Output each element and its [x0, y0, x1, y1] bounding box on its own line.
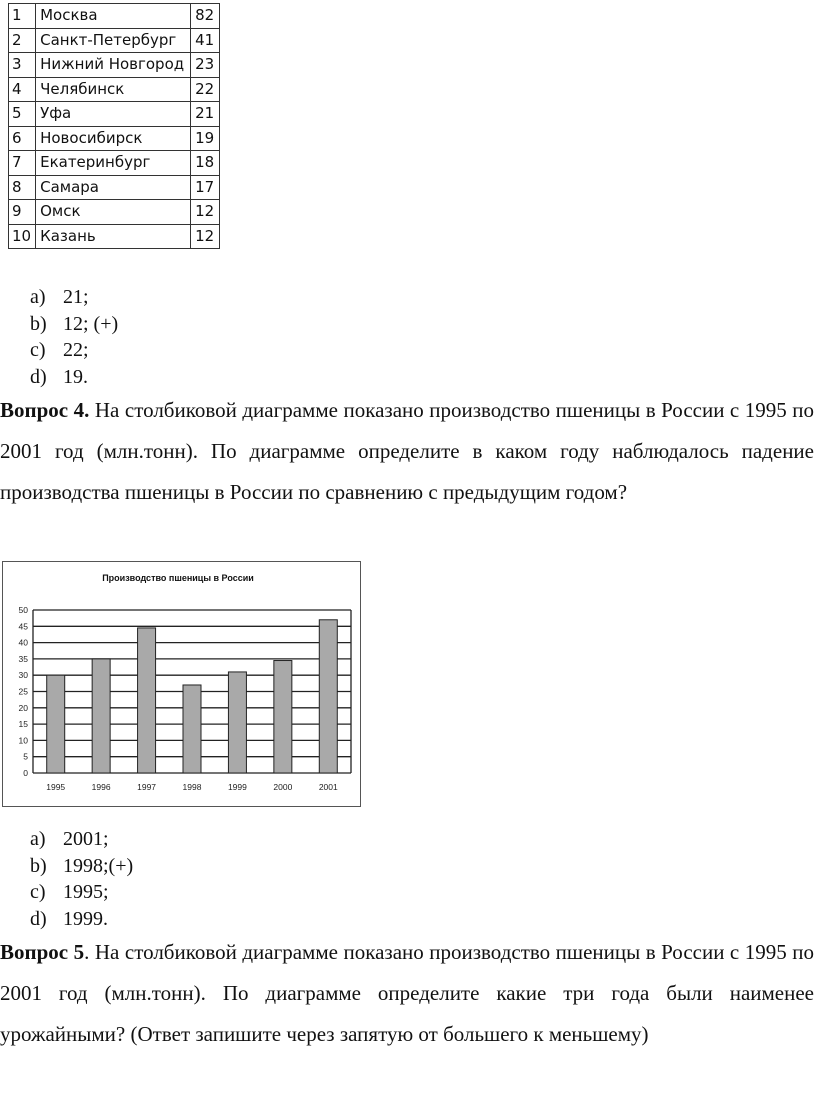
question-5-label: Вопрос 5 — [0, 940, 85, 964]
row-number: 5 — [9, 102, 36, 127]
answer-option — [30, 826, 133, 853]
chart-title: Производство пшеницы в России — [102, 573, 254, 583]
option-letter: c) — [30, 881, 46, 903]
question-5-text: . На столбиковой диаграмме показано производство пшеницы в России с 1995 по 2001 год (млн.тонн). По диаграмме определите какие три года были наименее урожайными? (Ответ запишите через запятую от большего к меньшему) — [0, 940, 815, 1046]
y-tick-label: 35 — [18, 653, 28, 664]
question-4-options — [30, 826, 133, 932]
row-number: 7 — [9, 151, 36, 176]
y-tick-label: 10 — [18, 735, 28, 746]
answer-option — [30, 364, 118, 391]
question-5 — [0, 932, 814, 1055]
option-text: 1995; — [63, 881, 109, 903]
question-3-options — [30, 284, 118, 390]
bar-1996 — [92, 659, 110, 773]
bar-2001 — [319, 620, 337, 773]
row-number: 3 — [9, 53, 36, 78]
table-row — [9, 77, 220, 102]
city-name: Уфа — [36, 102, 191, 127]
option-letter: b) — [30, 854, 47, 877]
x-tick-label: 1999 — [227, 782, 247, 792]
city-name: Казань — [36, 224, 191, 249]
table-row — [9, 224, 220, 249]
option-text: 1998;(+) — [63, 854, 134, 877]
x-tick-label: 1995 — [46, 782, 66, 792]
row-number: 2 — [9, 28, 36, 53]
city-value: 23 — [191, 53, 220, 78]
row-number: 6 — [9, 126, 36, 151]
table-row — [9, 28, 220, 53]
option-letter: d) — [30, 365, 47, 388]
y-tick-label: 45 — [18, 621, 28, 632]
city-name: Новосибирск — [36, 126, 191, 151]
city-value: 82 — [191, 4, 220, 29]
y-tick-label: 15 — [18, 719, 28, 730]
y-tick-label: 20 — [18, 702, 28, 713]
bar-1999 — [228, 672, 246, 773]
city-value: 17 — [191, 175, 220, 200]
row-number: 9 — [9, 200, 36, 225]
city-value: 18 — [191, 151, 220, 176]
question-4 — [0, 390, 814, 513]
city-name: Екатеринбург — [36, 151, 191, 176]
city-value: 41 — [191, 28, 220, 53]
table-row — [9, 53, 220, 78]
city-name: Самара — [36, 175, 191, 200]
wheat-chart-svg — [3, 562, 360, 806]
city-value: 19 — [191, 126, 220, 151]
cities-table — [8, 3, 220, 249]
city-name: Санкт-Петербург — [36, 28, 191, 53]
y-tick-label: 25 — [18, 686, 28, 697]
question-4-label: Вопрос 4. — [0, 398, 90, 422]
option-text: 12; (+) — [63, 312, 119, 335]
answer-option — [30, 879, 133, 906]
x-tick-label: 1998 — [182, 782, 202, 792]
x-tick-label: 2000 — [273, 782, 293, 792]
table-row — [9, 175, 220, 200]
city-name: Омск — [36, 200, 191, 225]
x-tick-label: 1997 — [137, 782, 157, 792]
option-text: 2001; — [63, 828, 109, 850]
answer-option — [30, 337, 118, 364]
y-tick-label: 0 — [23, 768, 28, 778]
bar-2000 — [274, 661, 292, 773]
row-number: 10 — [9, 224, 36, 249]
option-letter: b) — [30, 312, 47, 335]
row-number: 1 — [9, 4, 36, 29]
city-name: Нижний Новгород — [36, 53, 191, 78]
answer-option — [30, 906, 133, 933]
city-value: 12 — [191, 200, 220, 225]
city-value: 21 — [191, 102, 220, 127]
table-row — [9, 102, 220, 127]
option-letter: c) — [30, 339, 46, 361]
row-number: 8 — [9, 175, 36, 200]
table-row — [9, 4, 220, 29]
city-value: 22 — [191, 77, 220, 102]
option-letter: a) — [30, 286, 46, 308]
y-tick-label: 30 — [18, 670, 28, 681]
option-letter: a) — [30, 828, 46, 850]
table-row — [9, 200, 220, 225]
option-text: 1999. — [63, 907, 108, 930]
city-value: 12 — [191, 224, 220, 249]
option-text: 22; — [63, 339, 89, 361]
option-letter: d) — [30, 907, 47, 930]
bar-1998 — [183, 685, 201, 773]
x-tick-label: 1996 — [91, 782, 111, 792]
answer-option — [30, 853, 133, 880]
city-name: Москва — [36, 4, 191, 29]
answer-option — [30, 284, 118, 311]
y-tick-label: 40 — [18, 637, 28, 648]
option-text: 19. — [63, 365, 88, 388]
question-4-text: На столбиковой диаграмме показано производство пшеницы в России с 1995 по 2001 год (млн.тонн). По диаграмме определите в каком году наблюдалось падение производства пшеницы в России по сравнению с предыдущим годом? — [0, 398, 815, 504]
bar-1997 — [138, 628, 156, 773]
y-tick-label: 5 — [23, 751, 28, 762]
option-text: 21; — [63, 286, 89, 308]
table-row — [9, 126, 220, 151]
y-tick-label: 50 — [18, 605, 28, 615]
city-name: Челябинск — [36, 77, 191, 102]
answer-option — [30, 311, 118, 338]
x-tick-label: 2001 — [318, 782, 338, 792]
table-row — [9, 151, 220, 176]
wheat-chart — [2, 561, 361, 807]
row-number: 4 — [9, 77, 36, 102]
bar-1995 — [47, 675, 65, 773]
